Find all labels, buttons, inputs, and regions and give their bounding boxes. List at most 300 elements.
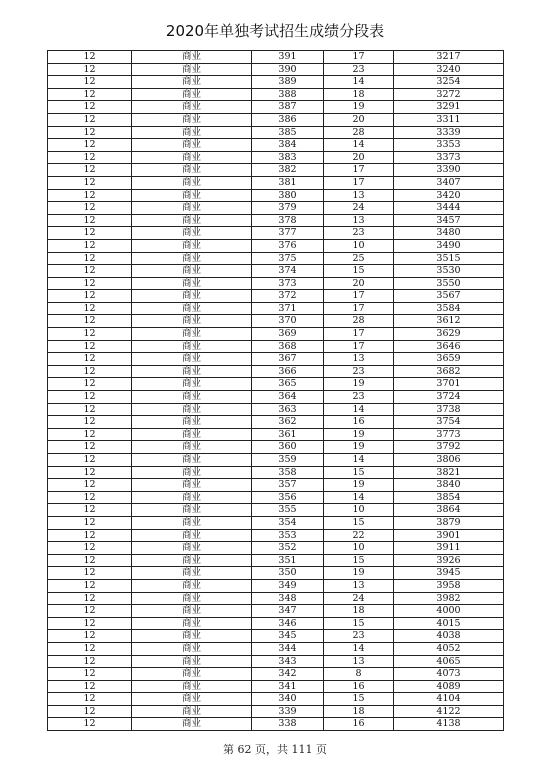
- cumulative-cell: 4052: [394, 642, 504, 655]
- category-name-cell: 商业: [132, 428, 252, 441]
- cumulative-cell: 3945: [394, 567, 504, 580]
- count-cell: 13: [324, 189, 394, 202]
- cumulative-cell: 3682: [394, 365, 504, 378]
- category-name-cell: 商业: [132, 353, 252, 366]
- table-row: [48, 454, 504, 467]
- cumulative-cell: 3530: [394, 265, 504, 278]
- category-name-cell: 商业: [132, 164, 252, 177]
- score-cell: 339: [252, 705, 324, 718]
- count-cell: 10: [324, 542, 394, 555]
- score-cell: 379: [252, 202, 324, 215]
- category-code-cell: 12: [48, 227, 132, 240]
- category-code-cell: 12: [48, 340, 132, 353]
- category-code-cell: 12: [48, 265, 132, 278]
- table-row: [48, 416, 504, 429]
- table-row: [48, 630, 504, 643]
- count-cell: 20: [324, 113, 394, 126]
- category-code-cell: 12: [48, 239, 132, 252]
- score-cell: 357: [252, 479, 324, 492]
- score-cell: 358: [252, 466, 324, 479]
- category-code-cell: 12: [48, 655, 132, 668]
- cumulative-cell: 3254: [394, 76, 504, 89]
- score-cell: 372: [252, 290, 324, 303]
- category-code-cell: 12: [48, 718, 132, 731]
- score-cell: 346: [252, 617, 324, 630]
- category-name-cell: 商业: [132, 63, 252, 76]
- table-row: [48, 504, 504, 517]
- score-cell: 338: [252, 718, 324, 731]
- score-cell: 342: [252, 668, 324, 681]
- score-cell: 354: [252, 516, 324, 529]
- cumulative-cell: 3840: [394, 479, 504, 492]
- score-cell: 369: [252, 328, 324, 341]
- category-code-cell: 12: [48, 353, 132, 366]
- cumulative-cell: 3420: [394, 189, 504, 202]
- cumulative-cell: 3792: [394, 441, 504, 454]
- category-code-cell: 12: [48, 642, 132, 655]
- category-code-cell: 12: [48, 139, 132, 152]
- cumulative-cell: 4065: [394, 655, 504, 668]
- category-code-cell: 12: [48, 617, 132, 630]
- count-cell: 28: [324, 126, 394, 139]
- cumulative-cell: 3821: [394, 466, 504, 479]
- category-code-cell: 12: [48, 403, 132, 416]
- category-name-cell: 商业: [132, 668, 252, 681]
- category-code-cell: 12: [48, 113, 132, 126]
- table-row: [48, 718, 504, 731]
- category-code-cell: 12: [48, 529, 132, 542]
- category-code-cell: 12: [48, 605, 132, 618]
- count-cell: 23: [324, 227, 394, 240]
- category-code-cell: 12: [48, 126, 132, 139]
- count-cell: 17: [324, 340, 394, 353]
- table-row: [48, 441, 504, 454]
- category-name-cell: 商业: [132, 101, 252, 114]
- table-row: [48, 113, 504, 126]
- category-name-cell: 商业: [132, 441, 252, 454]
- count-cell: 19: [324, 428, 394, 441]
- cumulative-cell: 3217: [394, 51, 504, 64]
- count-cell: 28: [324, 315, 394, 328]
- cumulative-cell: 3291: [394, 101, 504, 114]
- table-row: [48, 466, 504, 479]
- score-cell: 347: [252, 605, 324, 618]
- score-cell: 349: [252, 579, 324, 592]
- category-code-cell: 12: [48, 441, 132, 454]
- category-code-cell: 12: [48, 277, 132, 290]
- page-title: 2020年单独考试招生成绩分段表: [165, 22, 385, 40]
- category-code-cell: 12: [48, 680, 132, 693]
- table-row: [48, 63, 504, 76]
- table-row: [48, 403, 504, 416]
- score-cell: 355: [252, 504, 324, 517]
- category-name-cell: 商业: [132, 277, 252, 290]
- cumulative-cell: 3958: [394, 579, 504, 592]
- count-cell: 23: [324, 365, 394, 378]
- category-name-cell: 商业: [132, 202, 252, 215]
- count-cell: 14: [324, 454, 394, 467]
- cumulative-cell: 4000: [394, 605, 504, 618]
- count-cell: 10: [324, 504, 394, 517]
- score-cell: 360: [252, 441, 324, 454]
- cumulative-cell: 3373: [394, 151, 504, 164]
- category-name-cell: 商业: [132, 378, 252, 391]
- count-cell: 19: [324, 479, 394, 492]
- cumulative-cell: 3390: [394, 164, 504, 177]
- score-table: [47, 50, 504, 731]
- table-row: [48, 315, 504, 328]
- count-cell: 17: [324, 302, 394, 315]
- count-cell: 22: [324, 529, 394, 542]
- category-name-cell: 商业: [132, 151, 252, 164]
- cumulative-cell: 3490: [394, 239, 504, 252]
- count-cell: 14: [324, 491, 394, 504]
- category-code-cell: 12: [48, 63, 132, 76]
- score-cell: 362: [252, 416, 324, 429]
- cumulative-cell: 3550: [394, 277, 504, 290]
- table-row: [48, 151, 504, 164]
- score-cell: 368: [252, 340, 324, 353]
- table-row: [48, 365, 504, 378]
- table-row: [48, 391, 504, 404]
- table-row: [48, 252, 504, 265]
- table-row: [48, 693, 504, 706]
- table-row: [48, 239, 504, 252]
- score-cell: 384: [252, 139, 324, 152]
- score-cell: 391: [252, 51, 324, 64]
- category-name-cell: 商业: [132, 214, 252, 227]
- count-cell: 23: [324, 630, 394, 643]
- score-cell: 341: [252, 680, 324, 693]
- table-row: [48, 680, 504, 693]
- category-code-cell: 12: [48, 454, 132, 467]
- category-name-cell: 商业: [132, 302, 252, 315]
- cumulative-cell: 3911: [394, 542, 504, 555]
- count-cell: 20: [324, 277, 394, 290]
- table-row: [48, 567, 504, 580]
- page-footer: 第 62 页，共 111 页: [223, 743, 327, 756]
- cumulative-cell: 3901: [394, 529, 504, 542]
- score-cell: 343: [252, 655, 324, 668]
- category-name-cell: 商业: [132, 88, 252, 101]
- category-name-cell: 商业: [132, 227, 252, 240]
- count-cell: 14: [324, 76, 394, 89]
- cumulative-cell: 3724: [394, 391, 504, 404]
- category-name-cell: 商业: [132, 176, 252, 189]
- score-cell: 371: [252, 302, 324, 315]
- cumulative-cell: 4089: [394, 680, 504, 693]
- score-cell: 378: [252, 214, 324, 227]
- score-cell: 351: [252, 554, 324, 567]
- score-cell: 340: [252, 693, 324, 706]
- category-name-cell: 商业: [132, 466, 252, 479]
- count-cell: 18: [324, 705, 394, 718]
- category-name-cell: 商业: [132, 542, 252, 555]
- count-cell: 15: [324, 466, 394, 479]
- score-cell: 389: [252, 76, 324, 89]
- table-row: [48, 290, 504, 303]
- category-name-cell: 商业: [132, 76, 252, 89]
- category-name-cell: 商业: [132, 340, 252, 353]
- score-cell: 375: [252, 252, 324, 265]
- table-row: [48, 529, 504, 542]
- score-cell: 380: [252, 189, 324, 202]
- table-row: [48, 516, 504, 529]
- count-cell: 15: [324, 617, 394, 630]
- score-cell: 366: [252, 365, 324, 378]
- score-cell: 365: [252, 378, 324, 391]
- cumulative-cell: 3311: [394, 113, 504, 126]
- score-cell: 377: [252, 227, 324, 240]
- table-row: [48, 227, 504, 240]
- table-row: [48, 579, 504, 592]
- category-name-cell: 商业: [132, 189, 252, 202]
- category-name-cell: 商业: [132, 680, 252, 693]
- category-name-cell: 商业: [132, 605, 252, 618]
- score-cell: 370: [252, 315, 324, 328]
- table-row: [48, 655, 504, 668]
- score-cell: 374: [252, 265, 324, 278]
- category-code-cell: 12: [48, 365, 132, 378]
- category-name-cell: 商业: [132, 479, 252, 492]
- category-name-cell: 商业: [132, 126, 252, 139]
- category-code-cell: 12: [48, 416, 132, 429]
- category-code-cell: 12: [48, 176, 132, 189]
- category-name-cell: 商业: [132, 252, 252, 265]
- score-cell: 373: [252, 277, 324, 290]
- cumulative-cell: 4038: [394, 630, 504, 643]
- category-name-cell: 商业: [132, 554, 252, 567]
- cumulative-cell: 3701: [394, 378, 504, 391]
- cumulative-cell: 4015: [394, 617, 504, 630]
- category-name-cell: 商业: [132, 51, 252, 64]
- table-row: [48, 479, 504, 492]
- count-cell: 17: [324, 290, 394, 303]
- score-cell: 344: [252, 642, 324, 655]
- category-name-cell: 商业: [132, 265, 252, 278]
- count-cell: 13: [324, 214, 394, 227]
- category-code-cell: 12: [48, 76, 132, 89]
- category-code-cell: 12: [48, 164, 132, 177]
- count-cell: 13: [324, 655, 394, 668]
- count-cell: 20: [324, 151, 394, 164]
- score-cell: 363: [252, 403, 324, 416]
- table-row: [48, 277, 504, 290]
- count-cell: 18: [324, 605, 394, 618]
- category-name-cell: 商业: [132, 718, 252, 731]
- score-cell: 367: [252, 353, 324, 366]
- score-table-body: [48, 51, 504, 731]
- score-cell: 387: [252, 101, 324, 114]
- count-cell: 8: [324, 668, 394, 681]
- table-row: [48, 302, 504, 315]
- count-cell: 25: [324, 252, 394, 265]
- category-code-cell: 12: [48, 88, 132, 101]
- category-name-cell: 商业: [132, 705, 252, 718]
- score-cell: 359: [252, 454, 324, 467]
- cumulative-cell: 3754: [394, 416, 504, 429]
- score-cell: 361: [252, 428, 324, 441]
- count-cell: 13: [324, 353, 394, 366]
- count-cell: 16: [324, 680, 394, 693]
- table-row: [48, 592, 504, 605]
- cumulative-cell: 3584: [394, 302, 504, 315]
- table-row: [48, 76, 504, 89]
- cumulative-cell: 3272: [394, 88, 504, 101]
- category-code-cell: 12: [48, 516, 132, 529]
- score-cell: 356: [252, 491, 324, 504]
- category-code-cell: 12: [48, 151, 132, 164]
- score-cell: 350: [252, 567, 324, 580]
- table-row: [48, 542, 504, 555]
- category-code-cell: 12: [48, 479, 132, 492]
- category-name-cell: 商业: [132, 239, 252, 252]
- cumulative-cell: 3806: [394, 454, 504, 467]
- table-row: [48, 353, 504, 366]
- category-name-cell: 商业: [132, 579, 252, 592]
- count-cell: 17: [324, 328, 394, 341]
- category-name-cell: 商业: [132, 315, 252, 328]
- cumulative-cell: 4104: [394, 693, 504, 706]
- count-cell: 19: [324, 567, 394, 580]
- cumulative-cell: 3353: [394, 139, 504, 152]
- table-row: [48, 265, 504, 278]
- score-cell: 376: [252, 239, 324, 252]
- category-name-cell: 商业: [132, 403, 252, 416]
- table-row: [48, 214, 504, 227]
- category-code-cell: 12: [48, 579, 132, 592]
- category-code-cell: 12: [48, 554, 132, 567]
- category-code-cell: 12: [48, 315, 132, 328]
- table-row: [48, 617, 504, 630]
- category-code-cell: 12: [48, 668, 132, 681]
- count-cell: 14: [324, 403, 394, 416]
- category-name-cell: 商业: [132, 454, 252, 467]
- table-row: [48, 51, 504, 64]
- cumulative-cell: 4073: [394, 668, 504, 681]
- table-row: [48, 705, 504, 718]
- score-cell: 353: [252, 529, 324, 542]
- category-name-cell: 商业: [132, 113, 252, 126]
- category-code-cell: 12: [48, 328, 132, 341]
- table-row: [48, 101, 504, 114]
- table-row: [48, 340, 504, 353]
- table-row: [48, 378, 504, 391]
- cumulative-cell: 3773: [394, 428, 504, 441]
- table-row: [48, 428, 504, 441]
- category-name-cell: 商业: [132, 567, 252, 580]
- category-code-cell: 12: [48, 101, 132, 114]
- category-name-cell: 商业: [132, 328, 252, 341]
- cumulative-cell: 3457: [394, 214, 504, 227]
- table-row: [48, 642, 504, 655]
- score-cell: 381: [252, 176, 324, 189]
- count-cell: 23: [324, 63, 394, 76]
- count-cell: 19: [324, 378, 394, 391]
- score-cell: 383: [252, 151, 324, 164]
- score-cell: 345: [252, 630, 324, 643]
- cumulative-cell: 3659: [394, 353, 504, 366]
- cumulative-cell: 3646: [394, 340, 504, 353]
- category-code-cell: 12: [48, 51, 132, 64]
- category-code-cell: 12: [48, 189, 132, 202]
- count-cell: 17: [324, 164, 394, 177]
- category-name-cell: 商业: [132, 491, 252, 504]
- table-row: [48, 126, 504, 139]
- cumulative-cell: 3879: [394, 516, 504, 529]
- category-code-cell: 12: [48, 302, 132, 315]
- count-cell: 24: [324, 592, 394, 605]
- category-code-cell: 12: [48, 630, 132, 643]
- table-row: [48, 668, 504, 681]
- table-row: [48, 88, 504, 101]
- category-code-cell: 12: [48, 705, 132, 718]
- category-name-cell: 商业: [132, 592, 252, 605]
- count-cell: 16: [324, 718, 394, 731]
- category-code-cell: 12: [48, 428, 132, 441]
- count-cell: 14: [324, 139, 394, 152]
- cumulative-cell: 3339: [394, 126, 504, 139]
- category-code-cell: 12: [48, 214, 132, 227]
- category-code-cell: 12: [48, 252, 132, 265]
- cumulative-cell: 3480: [394, 227, 504, 240]
- count-cell: 15: [324, 265, 394, 278]
- table-row: [48, 491, 504, 504]
- score-cell: 385: [252, 126, 324, 139]
- cumulative-cell: 4138: [394, 718, 504, 731]
- category-name-cell: 商业: [132, 365, 252, 378]
- category-name-cell: 商业: [132, 504, 252, 517]
- cumulative-cell: 3444: [394, 202, 504, 215]
- category-code-cell: 12: [48, 504, 132, 517]
- cumulative-cell: 3864: [394, 504, 504, 517]
- cumulative-cell: 3407: [394, 176, 504, 189]
- category-name-cell: 商业: [132, 391, 252, 404]
- cumulative-cell: 3738: [394, 403, 504, 416]
- category-name-cell: 商业: [132, 416, 252, 429]
- score-cell: 352: [252, 542, 324, 555]
- category-code-cell: 12: [48, 592, 132, 605]
- category-code-cell: 12: [48, 491, 132, 504]
- category-code-cell: 12: [48, 290, 132, 303]
- table-row: [48, 554, 504, 567]
- cumulative-cell: 3567: [394, 290, 504, 303]
- score-cell: 388: [252, 88, 324, 101]
- cumulative-cell: 3515: [394, 252, 504, 265]
- category-name-cell: 商业: [132, 290, 252, 303]
- table-row: [48, 605, 504, 618]
- category-name-cell: 商业: [132, 693, 252, 706]
- cumulative-cell: 4122: [394, 705, 504, 718]
- count-cell: 14: [324, 642, 394, 655]
- cumulative-cell: 3982: [394, 592, 504, 605]
- table-row: [48, 139, 504, 152]
- cumulative-cell: 3629: [394, 328, 504, 341]
- table-row: [48, 189, 504, 202]
- category-code-cell: 12: [48, 567, 132, 580]
- count-cell: 18: [324, 88, 394, 101]
- category-name-cell: 商业: [132, 139, 252, 152]
- cumulative-cell: 3926: [394, 554, 504, 567]
- cumulative-cell: 3612: [394, 315, 504, 328]
- table-row: [48, 328, 504, 341]
- score-cell: 382: [252, 164, 324, 177]
- category-name-cell: 商业: [132, 642, 252, 655]
- category-name-cell: 商业: [132, 617, 252, 630]
- count-cell: 15: [324, 693, 394, 706]
- count-cell: 15: [324, 516, 394, 529]
- table-row: [48, 164, 504, 177]
